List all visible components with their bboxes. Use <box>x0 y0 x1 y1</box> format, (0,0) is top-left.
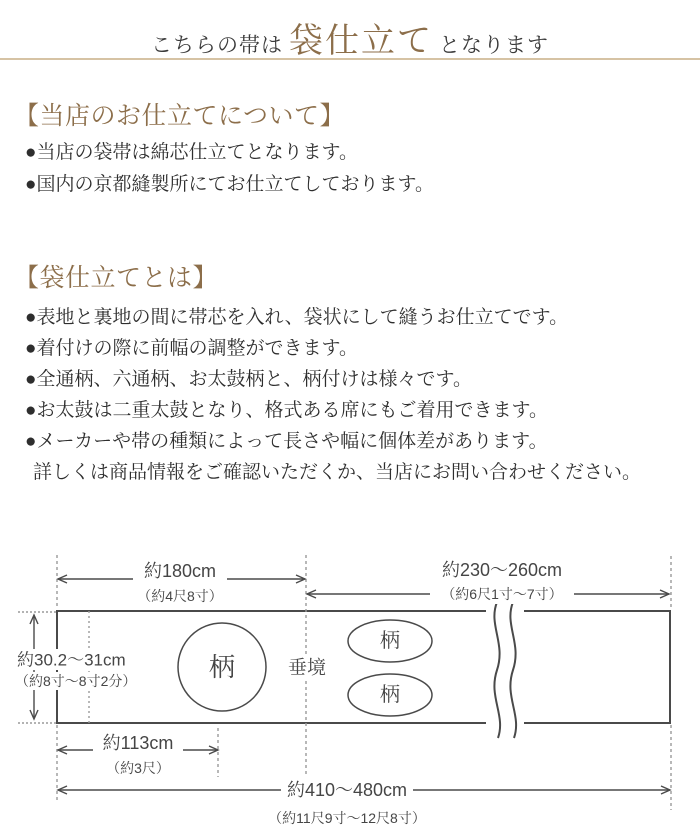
pattern-circle-label: 柄 <box>208 652 236 682</box>
pattern-ellipse-top-label: 柄 <box>380 630 400 652</box>
bullet-item: ●表地と裏地の間に帯芯を入れ、袋状にして縫うお仕立てです。 <box>25 307 569 328</box>
pattern-section-shaku: （約3尺） <box>106 760 170 776</box>
header-banner <box>0 0 700 60</box>
pattern-section-cm: 約113cm <box>102 733 174 753</box>
section-heading-fukuro-jitate: 【袋仕立てとは】 <box>14 265 219 292</box>
tare-section-cm: 約180cm <box>143 561 217 581</box>
obi-measurement-diagram <box>0 530 700 840</box>
bullet-item: ●国内の京都縫製所にてお仕立てしております。 <box>25 174 434 195</box>
band-width-cm: 約30.2〜31cm <box>17 650 126 670</box>
measure-tare-section <box>58 560 305 604</box>
band-break-mark <box>486 602 524 742</box>
bullet-item: ●着付けの際に前幅の調整ができます。 <box>25 338 358 359</box>
bullet-item: ●メーカーや帯の種類によって長さや幅に個体差があります。 <box>25 431 548 452</box>
tare-boundary-label: 垂境 <box>287 657 327 679</box>
header-highlight: 袋仕立て <box>289 23 433 60</box>
bullet-note: 詳しくは商品情報をご確認いただくか、当店にお問い合わせください。 <box>33 462 642 483</box>
shop-tailoring-bullet-list <box>25 137 434 201</box>
pattern-ellipse-bottom-label: 柄 <box>380 684 400 706</box>
fukuro-jitate-bullet-list <box>25 302 641 488</box>
measure-total-length <box>58 779 670 826</box>
bullet-item: ●お太鼓は二重太鼓となり、格式ある席にもご着用できます。 <box>25 400 548 421</box>
header-suffix: となります <box>439 33 549 57</box>
bullet-item: ●全通柄、六通柄、お太鼓柄と、柄付けは様々です。 <box>25 369 472 390</box>
te-section-cm: 約230〜260cm <box>441 560 563 580</box>
section-heading-shop-tailoring: 【当店のお仕立てについて】 <box>14 103 346 130</box>
measure-te-section <box>307 560 669 604</box>
bullet-item: ●当店の袋帯は綿芯仕立てとなります。 <box>25 142 358 163</box>
total-length-cm: 約410〜480cm <box>286 780 408 800</box>
tare-boundary <box>283 654 331 681</box>
measure-pattern-section <box>58 733 218 776</box>
header-prefix: こちらの帯は <box>151 33 283 57</box>
total-length-shaku: （約11尺9寸〜12尺8寸） <box>268 810 426 826</box>
band-width-shaku: （約8寸〜8寸2分） <box>15 673 137 689</box>
te-section-shaku: （約6尺1寸〜7寸） <box>441 586 563 602</box>
tare-section-shaku: （約4尺8寸） <box>137 588 223 604</box>
